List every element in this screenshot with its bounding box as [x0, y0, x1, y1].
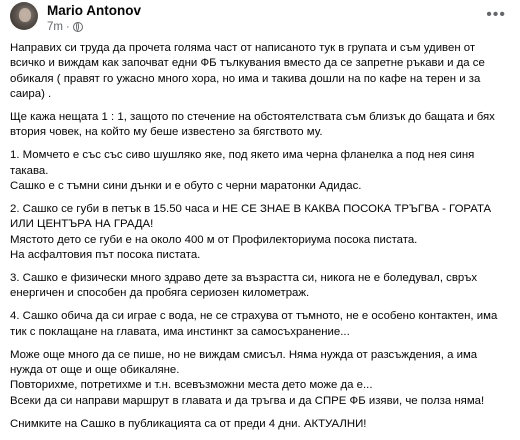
post-time[interactable]: 7m — [47, 21, 63, 33]
post-header — [0, 0, 520, 40]
post-paragraph: Снимките на Сашко в публикацията са от преди 4 дни. АКТУАЛНИ! — [10, 417, 367, 430]
post-paragraph: Ще кажа нещата 1 : 1, защото по стечение на обстоятелствата съм близък до бащата и бях втория човек, на който му беше известено за бягството му. — [10, 110, 495, 139]
meta-separator: · — [65, 21, 70, 33]
globe-icon[interactable] — [73, 22, 83, 32]
post-paragraph: 1. Момчето е със със сиво шушляко яке, под якето има черна фланелка а под нея синя такава. Сашко е с тъмни сини дънки и е обуто с черни маратонки Адидас. — [10, 149, 475, 192]
post-paragraph: 4. Сашко обича да си играе с вода, не се страхува от тъмното, не е особено контактен, има тик с поклащане на главата, има инстинкт за самосъхранение... — [10, 310, 498, 338]
post-paragraph: 3. Сашко е физически много здраво дете за възрастта си, никога не е боледувал, свръх енергичен и способен да пробяга сериозен километраж. — [10, 272, 478, 300]
post-paragraph: Направих си труда да прочета голяма част от написаното тук в групата и съм удивен от всичко и виждам как започват едни ФБ тълкувания вместо да се запретне ръкави и да се обикаля ( правят го ужасно много хора, но има и такива дошли на по кафе на терен и за саира) . — [10, 42, 485, 100]
author-avatar[interactable] — [10, 2, 38, 30]
more-options-icon[interactable]: ••• — [486, 6, 506, 23]
avatar-face — [19, 8, 31, 22]
post-paragraph: Може още много да се пише, но не виждам смисъл. Няма нужда от разсъждения, а има нужда от още и още обикаляне. Повторихме, потретихме и т.н. всевъзможни места дето може да е... Всеки да си направи маршрут в главата и да тръгва и да СПРЕ ФБ изяви, че полза няма! — [10, 348, 485, 407]
author-name[interactable]: Mario Antonov — [47, 3, 141, 18]
post-body — [10, 41, 510, 440]
post-meta — [47, 21, 83, 33]
post-paragraph: 2. Сашко се губи в петък в 15.50 часа и НЕ СЕ ЗНАЕ В КАКВА ПОСОКА ТРЪГВА - ГОРАТА ИЛИ ЦЕНТЪРА НА ГРАДА! Мястото дето се губи е на около 400 м от Профилекториума посока пистата. На асфалтовия път посока пистата. — [10, 203, 492, 261]
